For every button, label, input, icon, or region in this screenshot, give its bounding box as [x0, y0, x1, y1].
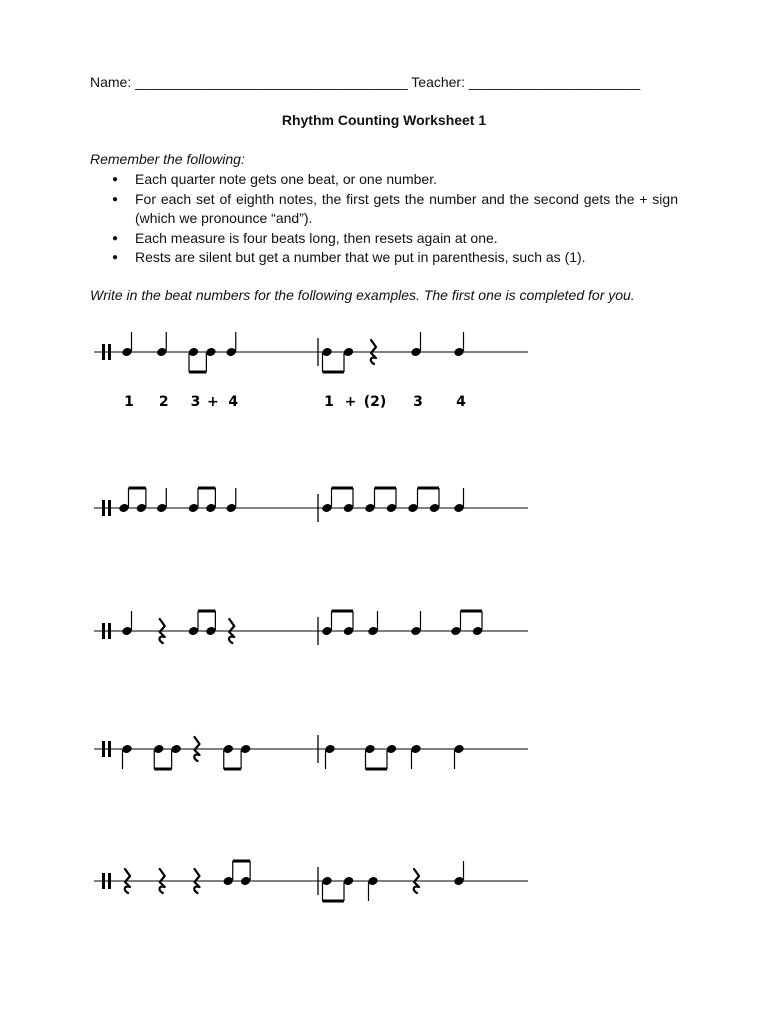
beat-count-label: + — [207, 394, 219, 410]
percussion-clef-bar — [102, 741, 105, 757]
rhythm-example-1 — [90, 322, 540, 417]
percussion-clef-bar — [108, 500, 111, 516]
percussion-clef-bar — [102, 344, 105, 360]
beat-count-label: 3 — [190, 394, 201, 410]
beat-count-label: 2 — [158, 394, 169, 410]
remember-heading: Remember the following: — [90, 151, 245, 167]
name-blank[interactable]: ___________________________________ — [135, 74, 408, 90]
rule-item: ● For each set of eighth notes, the first gets the number and the second gets the + sign (which we pronounce “and”). — [90, 190, 678, 229]
rule-item: ● Rests are silent but get a number that we put in parenthesis, such as (1). — [90, 248, 678, 268]
beat-count-label: 4 — [228, 394, 239, 410]
rhythm-example-2 — [90, 478, 540, 538]
percussion-clef-bar — [102, 500, 105, 516]
percussion-clef-bar — [108, 873, 111, 889]
rhythm-example-4 — [90, 719, 540, 779]
percussion-clef-bar — [102, 623, 105, 639]
percussion-clef-bar — [108, 741, 111, 757]
rhythm-example-5 — [90, 851, 540, 911]
worksheet-title: Rhythm Counting Worksheet 1 — [281, 112, 487, 128]
beat-count-label: (2) — [363, 394, 387, 410]
name-label: Name: — [90, 74, 132, 90]
beat-count-label: 4 — [456, 394, 466, 410]
percussion-clef-bar — [102, 873, 105, 889]
teacher-label: Teacher: — [411, 74, 465, 90]
rules-list — [90, 170, 678, 268]
percussion-clef-bar — [108, 344, 111, 360]
rhythm-example-3 — [90, 601, 540, 661]
teacher-blank[interactable]: ______________________ — [468, 74, 641, 90]
rule-item: ● Each measure is four beats long, then resets again at one. — [90, 229, 678, 249]
beat-count-label: 3 — [413, 394, 423, 410]
name-teacher-line — [90, 72, 690, 92]
beat-count-label: + — [344, 394, 357, 410]
rule-item: ● Each quarter note gets one beat, or one number. — [90, 170, 678, 190]
instruction-text: Write in the beat numbers for the following examples. The first one is completed for you. — [90, 287, 635, 303]
beat-count-label: 1 — [324, 394, 334, 410]
beat-count-label: 1 — [124, 394, 134, 410]
percussion-clef-bar — [108, 623, 111, 639]
